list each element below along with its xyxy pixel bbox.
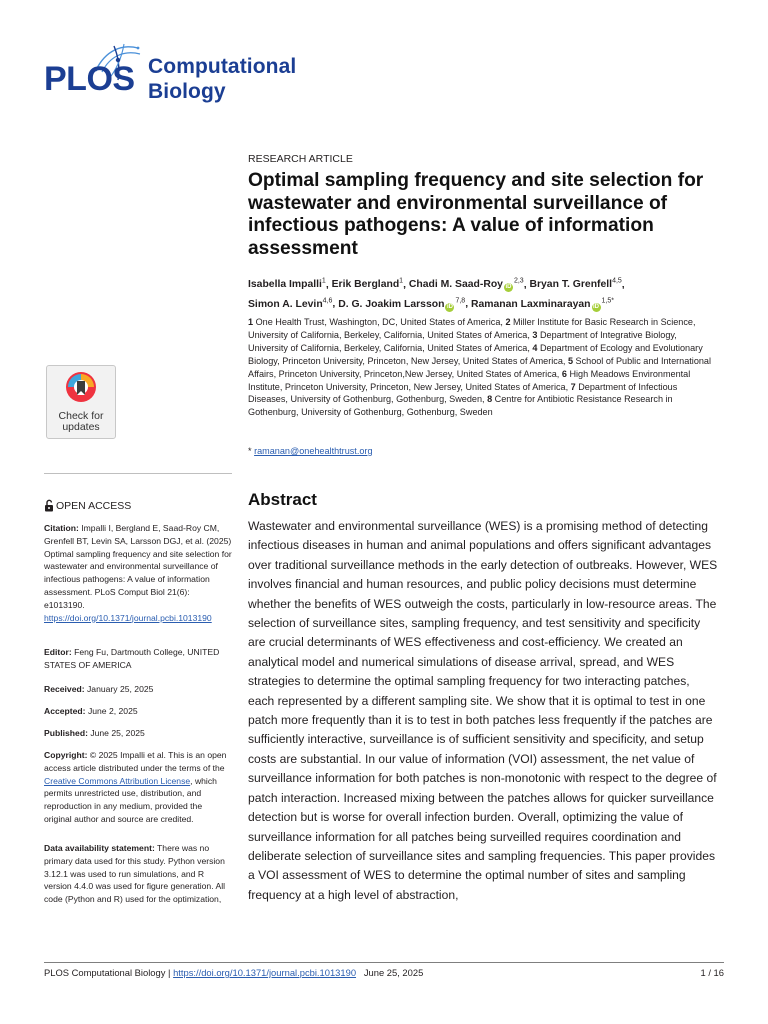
- affiliation-text: Department of Integrative Biology, University of California, Berkeley, California, United States of America,: [248, 329, 677, 353]
- received-block: [44, 683, 232, 696]
- published-block: [44, 727, 232, 740]
- editor-text: Feng Fu, Dartmouth College, UNITED STATES OF AMERICA: [44, 647, 220, 670]
- affiliation-number: 2: [505, 317, 511, 327]
- affiliation-text: Department of Infectious Diseases, University of Gothenburg, Gothenburg, Sweden,: [248, 381, 678, 405]
- email-marker: *: [248, 446, 252, 456]
- open-lock-icon: [44, 499, 54, 512]
- citation-text: Impalli I, Bergland E, Saad-Roy CM, Grenfell BT, Levin SA, Larsson DGJ, et al. (2025) Optimal sampling frequency and site selection for wastewater and environmental surveillance of infectious pathogens: A value of information assessment. PLoS Comput Biol 21(6): e1013190.: [44, 523, 232, 610]
- corresponding-email: [248, 446, 373, 456]
- accepted-block: [44, 705, 232, 718]
- author-affiliation-sup: 2,3: [513, 278, 524, 285]
- author-affiliation-sup: 1,5*: [601, 297, 614, 305]
- affiliation-number: 7: [570, 381, 576, 392]
- affiliation-text: High Meadows Environmental Institute, Princeton University, Princeton, New Jersey, United States of America,: [248, 368, 691, 392]
- abstract-text: Wastewater and environmental surveillance (WES) is a promising method of detecting infectious diseases in human and animal populations and offers significant advantages over traditional surveillance methods in the early detection of outbreaks. However, WES involves financial and human resources, and public policy decisions must determine whether the benefits of WES outweigh the costs, particularly in low-resource areas. The selection of surveillance sites, sampling frequency, and test sensitivity and specificity are crucial determinants of WES effectiveness and cost-efficiency. We created an analytical model and numerical simulations of disease arrival, spread, and WES strategies to determine the optimal sampling frequency for two interacting patches, each represented by a different sampling site. We show that it is optimal to test in one patch more frequently than it is to test in both patches less frequently if the patches are sufficiently interactive, surveillance is of sufficient sensitivity and specificity, and setup costs are substantial. In our value of information (VOI) assessment, the net value of surveillance information for both patches is non-monotonic with respect to the degree of patch interaction. Increased mixing between the patches allows for quicker surveillance detection but is worse for overall infection burden. Overall, optimizing the value of surveillance information for all patches being surveilled requires coordination and deliberate selection of surveillance sites and sampling frequencies. This paper provides a VOI assessment of WES to determine the optimal number of sites and sampling frequency at a high level of abstraction,: [248, 519, 718, 902]
- footer-journal: PLOS Computational Biology: [44, 967, 166, 978]
- creative-commons-link[interactable]: Creative Commons Attribution License: [44, 775, 191, 786]
- received-label: Received:: [44, 684, 85, 694]
- author-name-text: Erik Bergland: [331, 279, 400, 291]
- copyright-block: [44, 749, 232, 826]
- plos-wordmark: PLOS: [44, 60, 135, 98]
- author-name[interactable]: [248, 279, 326, 290]
- abstract-heading: Abstract: [248, 490, 317, 509]
- author-name-text: Bryan T. Grenfell: [529, 279, 613, 291]
- affiliation-number: 1: [248, 317, 254, 327]
- check-for-label: Check for: [58, 410, 104, 422]
- affiliation-text: Centre for Antibiotic Resistance Research in Gothenburg, University of Gothenburg, Gothenburg, Sweden: [248, 394, 673, 418]
- affiliations: [248, 316, 718, 419]
- journal-logo[interactable]: [44, 42, 314, 112]
- updates-label: updates: [62, 421, 100, 433]
- author-name-text: Chadi M. Saad-Roy: [408, 279, 503, 291]
- footer-divider: [44, 962, 724, 963]
- author-name-text: D. G. Joakim Larsson: [338, 298, 445, 310]
- open-access-badge: [44, 499, 131, 512]
- citation-doi-link[interactable]: https://doi.org/10.1371/journal.pcbi.1013190: [44, 612, 212, 623]
- open-access-label: OPEN ACCESS: [56, 499, 132, 512]
- author-name-text: Isabella Impalli: [248, 279, 322, 291]
- footer-citation: [44, 967, 423, 978]
- orcid-icon[interactable]: iD: [505, 284, 512, 291]
- affiliation-number: 6: [561, 368, 567, 379]
- email-link[interactable]: ramanan@onehealthtrust.org: [254, 446, 373, 456]
- copyright-text: © 2025 Impalli et al. This is an open access article distributed under the terms of the: [44, 750, 227, 773]
- accepted-date: June 2, 2025: [87, 706, 138, 716]
- author-affiliation-sup: 1: [399, 278, 404, 285]
- editor-label: Editor:: [44, 647, 72, 657]
- journal-name-line1: Computational: [148, 55, 297, 78]
- affiliation-number: 3: [532, 329, 538, 340]
- author-name[interactable]: [338, 299, 465, 310]
- affiliation-number: 8: [487, 394, 493, 405]
- footer-doi-link[interactable]: https://doi.org/10.1371/journal.pcbi.1013190: [173, 967, 357, 978]
- affiliation-text: Department of Ecology and Evolutionary Biology, Princeton University, Princeton, New Jersey, United States of America,: [248, 342, 703, 366]
- check-for-updates-button[interactable]: [46, 365, 116, 439]
- orcid-icon[interactable]: iD: [593, 303, 600, 310]
- affiliation-number: 4: [532, 342, 538, 353]
- affiliation-number: 5: [567, 355, 573, 366]
- affiliation-text: School of Public and International Affairs, Princeton University, Princeton,New Jersey, United States of America,: [248, 355, 712, 379]
- article-title: Optimal sampling frequency and site selection for wastewater and environmental surveillance of infectious pathogens: A value of information assessment: [248, 170, 704, 259]
- author-affiliation-sup: 7,8: [455, 297, 466, 305]
- received-date: January 25, 2025: [87, 684, 154, 694]
- footer-date: June 25, 2025: [363, 967, 424, 978]
- author-affiliation-sup: 4,6: [322, 297, 333, 305]
- author-name-text: Ramanan Laxminarayan: [470, 298, 591, 310]
- published-date: June 25, 2025: [90, 728, 145, 738]
- data-availability-label: Data availability statement:: [44, 843, 155, 853]
- sidebar-divider: [44, 473, 232, 474]
- affiliation-text: Miller Institute for Basic Research in Science, University of California, Berkeley, California, United States of America,: [248, 317, 696, 340]
- affiliation-text: One Health Trust, Washington, DC, United States of America,: [253, 317, 506, 327]
- orcid-icon[interactable]: iD: [446, 303, 453, 310]
- editor-block: [44, 646, 232, 672]
- author-list: Isabella Impalli$^1$, Erik Bergland$^1$, Chadi M. Saad-Roy iD$^{2,3}$, Bryan T. Grenfell$^{4,5}$, Simon A. Levin$^{4,6}$, D. G. Joakim Larsson iD$^{7,8}$, Ramanan Laxminarayan $iD^{1,5*}$: [248, 278, 625, 310]
- author-name-text: Simon A. Levin: [248, 298, 323, 310]
- copyright-label: Copyright:: [44, 750, 88, 760]
- citation-block: [44, 522, 232, 624]
- copyright-text-after: , which permits unrestricted use, distribution, and reproduction in any medium, provided the original author and source are credited.: [44, 775, 217, 824]
- author-affiliation-sup: 4,5: [612, 278, 622, 285]
- author-name[interactable]: [248, 299, 332, 310]
- published-label: Published:: [44, 728, 88, 738]
- author-name[interactable]: [471, 299, 614, 310]
- footer-separator: |: [168, 967, 171, 978]
- author-name[interactable]: [529, 279, 621, 290]
- data-availability-text: There was no primary data used for this study. Python version 3.12.1 was used to run simulations, and R version 4.4.0 was used for figure generation. All code (Python and R) used for the optimization,: [44, 843, 226, 905]
- citation-label: Citation:: [44, 523, 79, 533]
- author-affiliation-sup: 1: [321, 278, 326, 285]
- page-number: 1 / 16: [700, 967, 724, 978]
- accepted-label: Accepted:: [44, 706, 86, 716]
- data-availability-block: [44, 842, 232, 906]
- journal-name-line2: Biology: [148, 80, 226, 103]
- author-name[interactable]: [409, 279, 524, 290]
- article-type: RESEARCH ARTICLE: [248, 153, 353, 165]
- crossmark-icon: [64, 371, 98, 407]
- author-name[interactable]: [332, 279, 403, 290]
